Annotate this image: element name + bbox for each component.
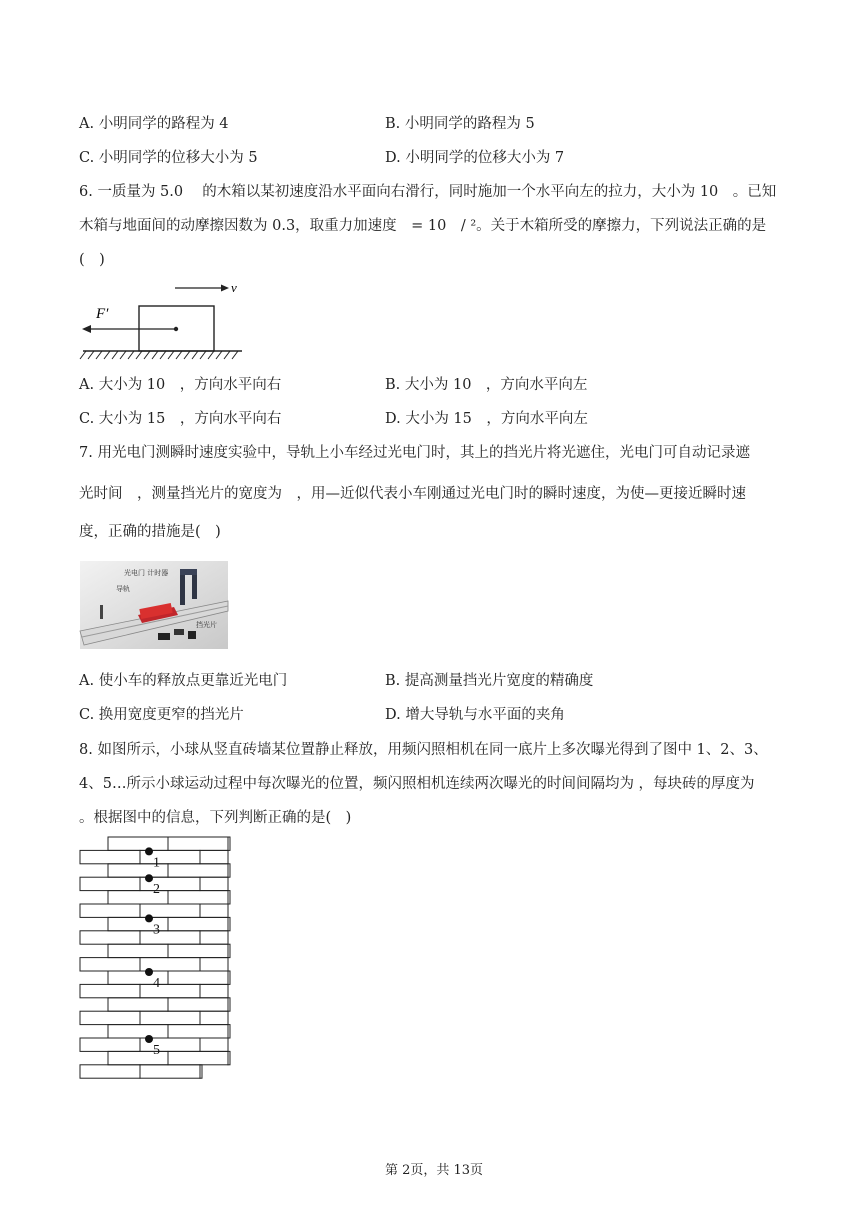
brick [228, 917, 230, 930]
brick [80, 1011, 140, 1024]
brick [140, 984, 200, 997]
q8-stem-line3: 。根据图中的信息，下列判断正确的是( ) [79, 810, 352, 826]
brick [200, 877, 228, 890]
q6-stem-line2: 木箱与地面间的动摩擦因数为 0.3，取重力加速度 = 10 / ²。关于木箱所受的摩擦力，下列说法正确的是 [79, 218, 767, 234]
ball-position-4 [145, 968, 153, 976]
force-label: F′ [96, 306, 109, 322]
q7-option-b: B. 提高测量挡光片宽度的精确度 [385, 673, 594, 689]
photo-label-shade: 挡光片 [196, 621, 217, 629]
ground-hatching [80, 351, 238, 359]
velocity-arrowhead [221, 285, 229, 292]
photogate-stand [180, 571, 185, 605]
q7-option-c: C. 换用宽度更窄的挡光片 [79, 707, 244, 723]
brick [80, 904, 140, 917]
brick [80, 931, 140, 944]
box-center-dot [174, 327, 178, 331]
brick [228, 971, 230, 984]
ball-label-4: 4 [153, 976, 160, 991]
q7-option-a: A. 使小车的释放点更靠近光电门 [79, 673, 288, 689]
brick [200, 958, 228, 971]
ball-position-3 [145, 914, 153, 922]
q6-option-a: A. 大小为 10 ，方向水平向右 [79, 377, 282, 393]
brick [228, 1025, 230, 1038]
brick [200, 850, 228, 863]
q7-stem-line1: 7. 用光电门测瞬时速度实验中，导轨上小车经过光电门时，其上的挡光片将光遮住，光电门可自动记录遮 [79, 445, 750, 461]
brick [140, 1065, 200, 1078]
brick [168, 944, 228, 957]
brick [80, 1038, 140, 1051]
q5-option-b: B. 小明同学的路程为 5 [385, 116, 535, 132]
ball-label-5: 5 [153, 1043, 160, 1058]
ball-label-2: 2 [153, 882, 160, 898]
brick [200, 1065, 202, 1078]
q8-stem-line1: 8. 如图所示，小球从竖直砖墙某位置静止释放，用频闪照相机在同一底片上多次曝光得到了图中 1、2、3、 [79, 742, 768, 758]
brick [108, 944, 168, 957]
brick [200, 931, 228, 944]
ball-label-3: 3 [153, 922, 160, 938]
brick [228, 998, 230, 1011]
brick [80, 877, 140, 890]
q6-stem-line3: ( ) [79, 252, 105, 268]
q7-option-d: D. 增大导轨与水平面的夹角 [385, 707, 565, 723]
brick [168, 837, 228, 850]
q5-option-c: C. 小明同学的位移大小为 5 [79, 150, 258, 166]
brick [228, 864, 230, 877]
brick [140, 931, 200, 944]
ball-position-1 [145, 847, 153, 855]
page-footer: 第 2页，共 13页 [384, 1163, 484, 1178]
brick [80, 984, 140, 997]
q6-option-b: B. 大小为 10 ，方向水平向左 [385, 377, 588, 393]
photo-label-gate: 光电门 计时器 [124, 569, 169, 577]
brick [168, 1051, 228, 1064]
q6-option-d: D. 大小为 15 ，方向水平向左 [385, 411, 588, 427]
brick [228, 891, 230, 904]
brick [168, 998, 228, 1011]
brick [108, 837, 168, 850]
q5-option-a: A. 小明同学的路程为 4 [79, 116, 229, 132]
q7-photogate-photo [80, 561, 228, 649]
brick [228, 837, 230, 850]
brick [168, 1025, 228, 1038]
brick [200, 904, 228, 917]
force-arrowhead [82, 325, 91, 333]
brick [168, 917, 228, 930]
q6-box-figure [80, 276, 250, 362]
brick [108, 998, 168, 1011]
q7-stem-line3: 度，正确的措施是( ) [79, 524, 221, 540]
q6-stem-line1: 6. 一质量为 5.0 的木箱以某初速度沿水平面向右滑行，同时施加一个水平向左的拉力，大小为 10 。已知 [79, 184, 777, 200]
brick [200, 984, 228, 997]
brick [200, 1038, 228, 1051]
brick [200, 1011, 228, 1024]
brick [80, 1065, 140, 1078]
brick [228, 944, 230, 957]
brick [108, 1025, 168, 1038]
brick [228, 1051, 230, 1064]
ball-label-1: 1 [153, 855, 160, 871]
q8-stem-line2: 4、5…所示小球运动过程中每次曝光的位置，频闪照相机连续两次曝光的时间间隔均为 ，每块砖的厚度为 [79, 776, 755, 792]
brick [140, 1011, 200, 1024]
q7-stem-line2: 光时间 ，测量挡光片的宽度为 ，用—近似代表小车刚通过光电门时的瞬时速度，为使—更接近瞬时速 [79, 486, 746, 502]
brick [168, 891, 228, 904]
brick [168, 864, 228, 877]
ball-position-2 [145, 874, 153, 882]
velocity-label: v [231, 280, 237, 295]
photo-label-track: 导轨 [116, 585, 130, 593]
brick [168, 971, 228, 984]
q5-option-d: D. 小明同学的位移大小为 7 [385, 150, 565, 166]
brick [80, 958, 140, 971]
brick [80, 850, 140, 863]
ball-position-5 [145, 1035, 153, 1043]
q6-option-c: C. 大小为 15 ，方向水平向右 [79, 411, 282, 427]
q8-brick-wall-figure [80, 837, 232, 1081]
